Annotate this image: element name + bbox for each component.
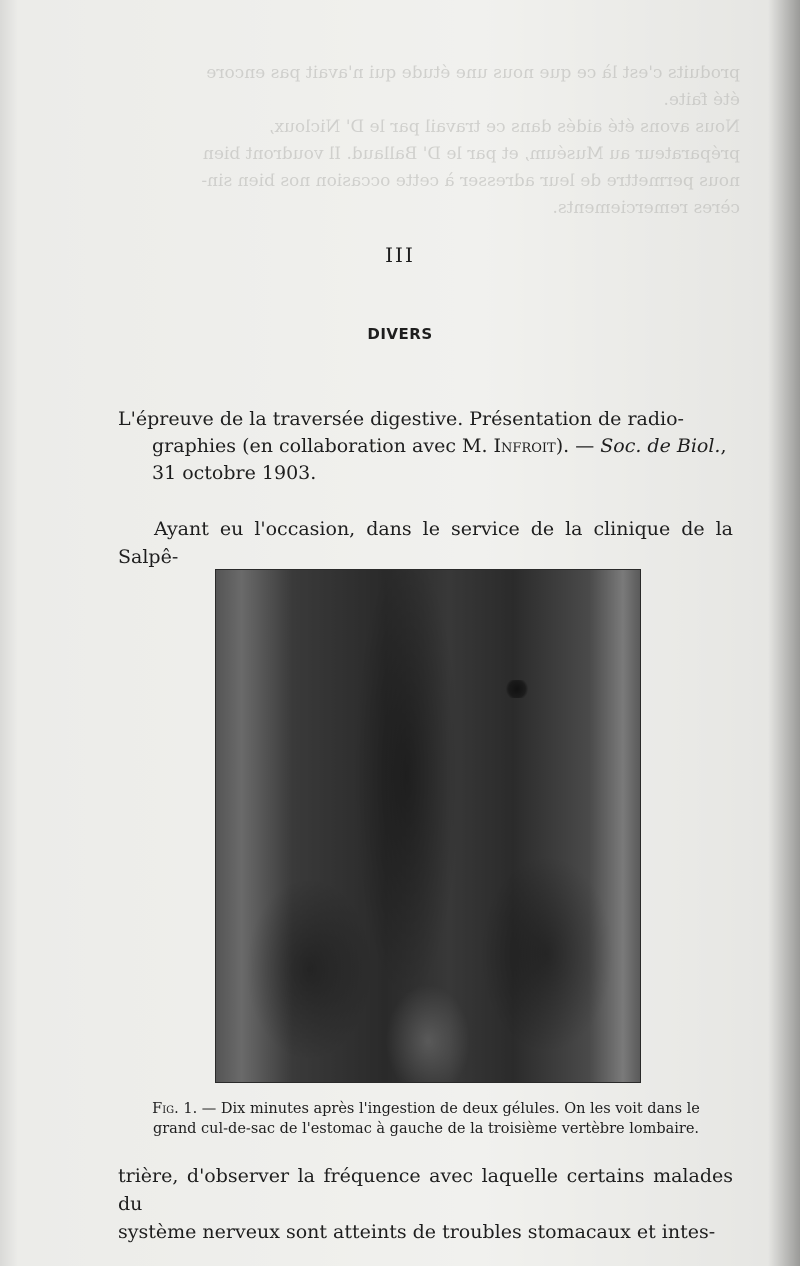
body-line-1: trière, d'observer la fréquence avec laquelle certains malades du — [118, 1165, 733, 1215]
figure-caption — [112, 1099, 740, 1139]
entry-title-cont: graphies (en collaboration avec M. — [152, 435, 494, 457]
bleed-line: préparateur au Muséum, et par le D' Ballaud. Il voudront bien — [202, 144, 740, 164]
citation-end: , — [720, 435, 727, 457]
bleed-through-text — [100, 60, 740, 222]
entry-date: 31 octobre 1903. — [152, 462, 317, 484]
radiograph-figure — [216, 570, 640, 1082]
bleed-line: nous permettre de leur adresser à cette occasion nos bien sin- — [201, 171, 740, 191]
bleed-line: cères remerciements. — [552, 198, 740, 218]
body-paragraph-continued — [118, 1162, 733, 1246]
caption-line-2: grand cul-de-sac de l'estomac à gauche de la troisième vertèbre lombaire. — [152, 1121, 700, 1137]
bleed-line: été faite. — [663, 90, 740, 110]
entry-title — [118, 406, 733, 487]
entry-title-after: ). — — [555, 435, 601, 457]
bleed-line: produits c'est là ce que nous une étude qui n'avait pas encore — [206, 63, 740, 83]
figure-label: Fig. 1. — [152, 1101, 198, 1117]
bleed-line: Nous avons été aidés dans ce travail par le D' Nicloux, — [268, 117, 740, 137]
collaborator-name: Infroit — [493, 435, 556, 457]
section-number: III — [385, 243, 415, 267]
body-paragraph-start: Ayant eu l'occasion, dans le service de la clinique de la Salpê- — [118, 518, 733, 568]
caption-line-1: — Dix minutes après l'ingestion de deux gélules. On les voit dans le — [197, 1101, 700, 1117]
body-line-2: système nerveux sont atteints de troubles stomacaux et intes- — [118, 1221, 716, 1243]
section-title: DIVERS — [367, 325, 433, 343]
citation: Soc. de Biol. — [600, 435, 721, 457]
entry-title-main: L'épreuve de la traversée digestive. Présentation de radio- — [118, 408, 684, 430]
